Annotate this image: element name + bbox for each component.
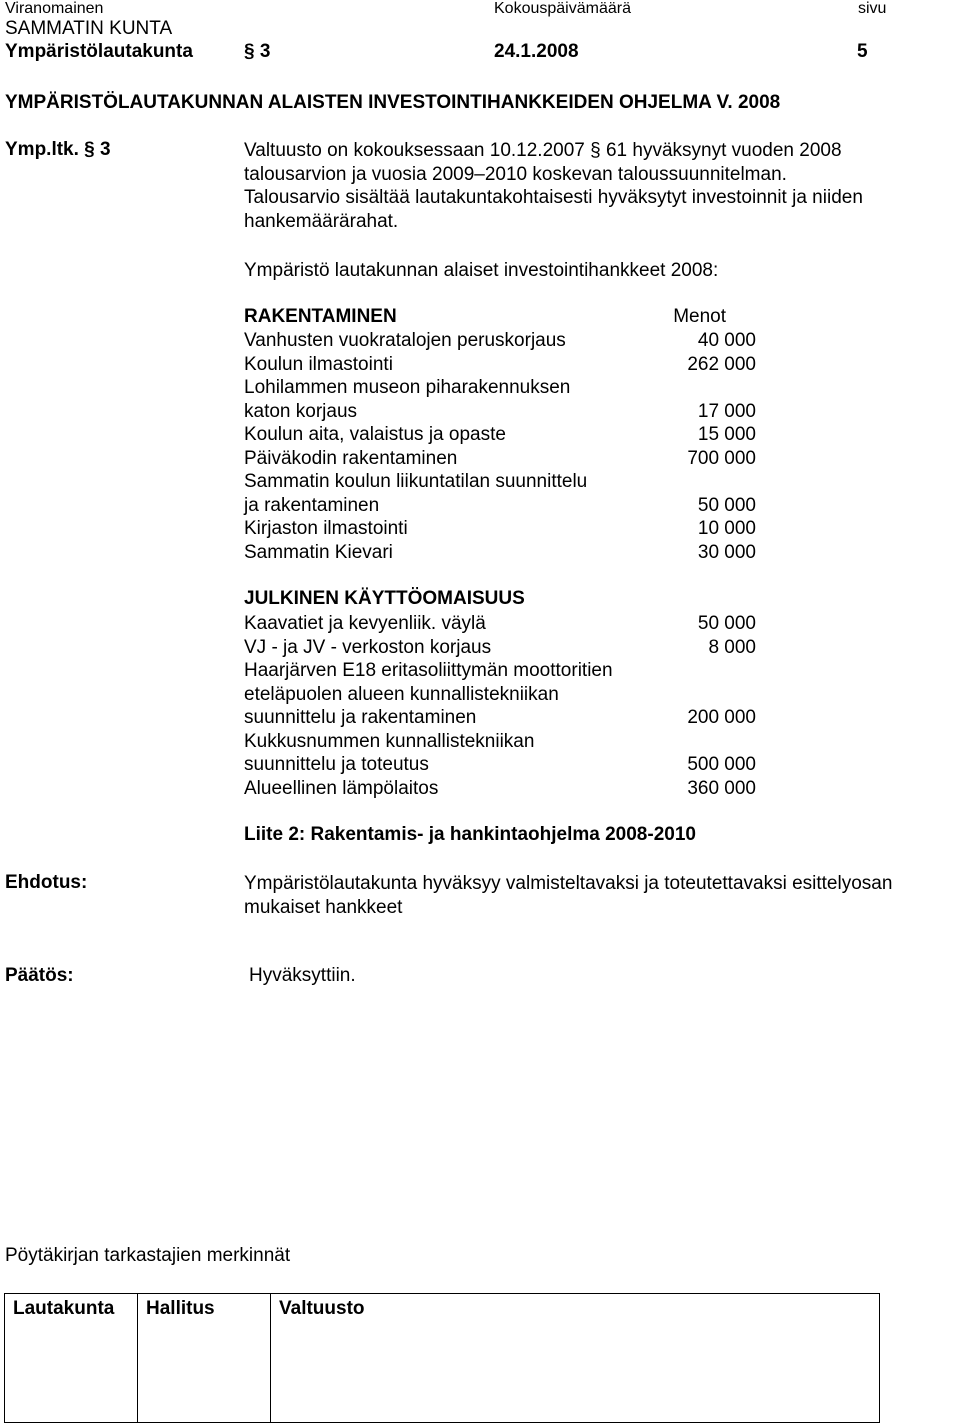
public-assets-row xyxy=(244,612,756,636)
page-number: 5 xyxy=(857,41,868,62)
expenses-column-label: Menot xyxy=(673,306,726,327)
public-assets-row xyxy=(244,706,756,730)
project-amount: 360 000 xyxy=(687,777,756,799)
construction-row xyxy=(244,329,756,353)
project-name: suunnittelu ja toteutus xyxy=(244,754,429,775)
document-title: YMPÄRISTÖLAUTAKUNNAN ALAISTEN INVESTOINTIHANKKEIDEN OHJELMA V. 2008 xyxy=(5,92,781,113)
project-amount: 50 000 xyxy=(697,613,756,634)
project-name: katon korjaus xyxy=(244,400,358,422)
project-name: Kukkusnummen kunnallistekniikan xyxy=(244,730,535,752)
project-amount: 10 000 xyxy=(697,518,756,539)
attachment-reference: Liite 2: Rakentamis- ja hankintaohjelma 2008-2010 xyxy=(244,824,696,845)
project-name: ja rakentaminen xyxy=(244,494,380,516)
section-reference: Ymp.ltk. § 3 xyxy=(5,139,111,160)
project-name: Koulun ilmastointi xyxy=(244,353,393,375)
decision-text: Hyväksyttiin. xyxy=(249,965,356,986)
proposal-line: Ympäristölautakunta hyväksyy valmisteltavaksi ja toteutettavaksi esittelyosan xyxy=(244,873,893,894)
project-amount: 262 000 xyxy=(687,353,756,375)
project-amount: 200 000 xyxy=(687,707,756,728)
project-name: Sammatin Kievari xyxy=(244,541,393,563)
construction-row xyxy=(244,494,756,518)
construction-row xyxy=(244,541,756,565)
project-amount: 15 000 xyxy=(697,424,756,445)
project-amount: 17 000 xyxy=(697,400,756,422)
project-name: Lohilammen museon piharakennuksen xyxy=(244,377,571,398)
construction-row xyxy=(244,376,756,400)
project-name: Koulun aita, valaistus ja opaste xyxy=(244,424,506,445)
label-meeting-date: Kokouspäivämäärä xyxy=(494,0,631,17)
signature-cell-board xyxy=(5,1294,138,1423)
intro-line: talousarvion ja vuosia 2009–2010 koskevan taloussuunnitelman. xyxy=(244,163,787,185)
project-amount: 40 000 xyxy=(697,330,756,351)
reviewers-signature-table xyxy=(4,1293,880,1423)
intro-paragraph xyxy=(244,139,934,233)
intro-line: Valtuusto on kokouksessaan 10.12.2007 § 61 hyväksynyt vuoden 2008 xyxy=(244,140,842,161)
public-assets-heading: JULKINEN KÄYTTÖOMAISUUS xyxy=(244,588,525,609)
project-name: Haarjärven E18 eritasoliittymän moottoritien xyxy=(244,660,613,681)
construction-heading: RAKENTAMINEN xyxy=(244,306,397,327)
public-assets-row xyxy=(244,659,756,683)
public-assets-row xyxy=(244,683,756,707)
public-assets-row xyxy=(244,636,756,660)
construction-row xyxy=(244,423,756,447)
signature-column-label: Hallitus xyxy=(146,1298,215,1319)
investment-subheading: Ympäristö lautakunnan alaiset investointihankkeet 2008: xyxy=(244,260,719,281)
signature-cell-government xyxy=(138,1294,271,1423)
public-assets-row xyxy=(244,730,756,754)
proposal-line: mukaiset hankkeet xyxy=(244,896,403,918)
project-name: Päiväkodin rakentaminen xyxy=(244,447,458,469)
project-name: Vanhusten vuokratalojen peruskorjaus xyxy=(244,330,566,351)
project-amount: 500 000 xyxy=(687,754,756,775)
decision-label: Päätös: xyxy=(5,965,74,986)
authority-name: Ympäristölautakunta xyxy=(5,41,193,62)
signature-column-label: Lautakunta xyxy=(13,1298,115,1319)
project-name: Sammatin koulun liikuntatilan suunnittelu xyxy=(244,471,588,492)
proposal-text xyxy=(244,872,934,919)
construction-row xyxy=(244,517,756,541)
signature-cell-council xyxy=(271,1294,880,1423)
project-amount: 700 000 xyxy=(687,447,756,469)
reviewers-caption: Pöytäkirjan tarkastajien merkinnät xyxy=(5,1245,291,1266)
public-assets-row xyxy=(244,753,756,777)
project-amount: 30 000 xyxy=(697,541,756,563)
proposal-label: Ehdotus: xyxy=(5,872,88,893)
project-amount: 8 000 xyxy=(708,636,756,658)
label-page: sivu xyxy=(858,0,887,17)
signature-column-label: Valtuusto xyxy=(279,1298,365,1319)
construction-row xyxy=(244,400,756,424)
project-name: suunnittelu ja rakentaminen xyxy=(244,707,477,728)
project-name: VJ - ja JV - verkoston korjaus xyxy=(244,636,492,658)
project-name: Kaavatiet ja kevyenliik. väylä xyxy=(244,613,486,634)
municipality-name: SAMMATIN KUNTA xyxy=(5,18,173,39)
project-name: eteläpuolen alueen kunnallistekniikan xyxy=(244,683,559,705)
intro-line: Talousarvio sisältää lautakuntakohtaisesti hyväksytyt investoinnit ja niiden xyxy=(244,187,863,208)
meeting-date: 24.1.2008 xyxy=(494,41,579,62)
intro-line: hankemäärärahat. xyxy=(244,210,399,232)
section-number: § 3 xyxy=(244,41,271,62)
construction-row xyxy=(244,447,756,471)
label-authority: Viranomainen xyxy=(5,0,104,17)
public-assets-row xyxy=(244,777,756,801)
project-name: Alueellinen lämpölaitos xyxy=(244,777,439,799)
construction-header-row xyxy=(244,305,756,329)
project-name: Kirjaston ilmastointi xyxy=(244,518,408,539)
construction-row xyxy=(244,353,756,377)
construction-row xyxy=(244,470,756,494)
project-amount: 50 000 xyxy=(697,494,756,516)
